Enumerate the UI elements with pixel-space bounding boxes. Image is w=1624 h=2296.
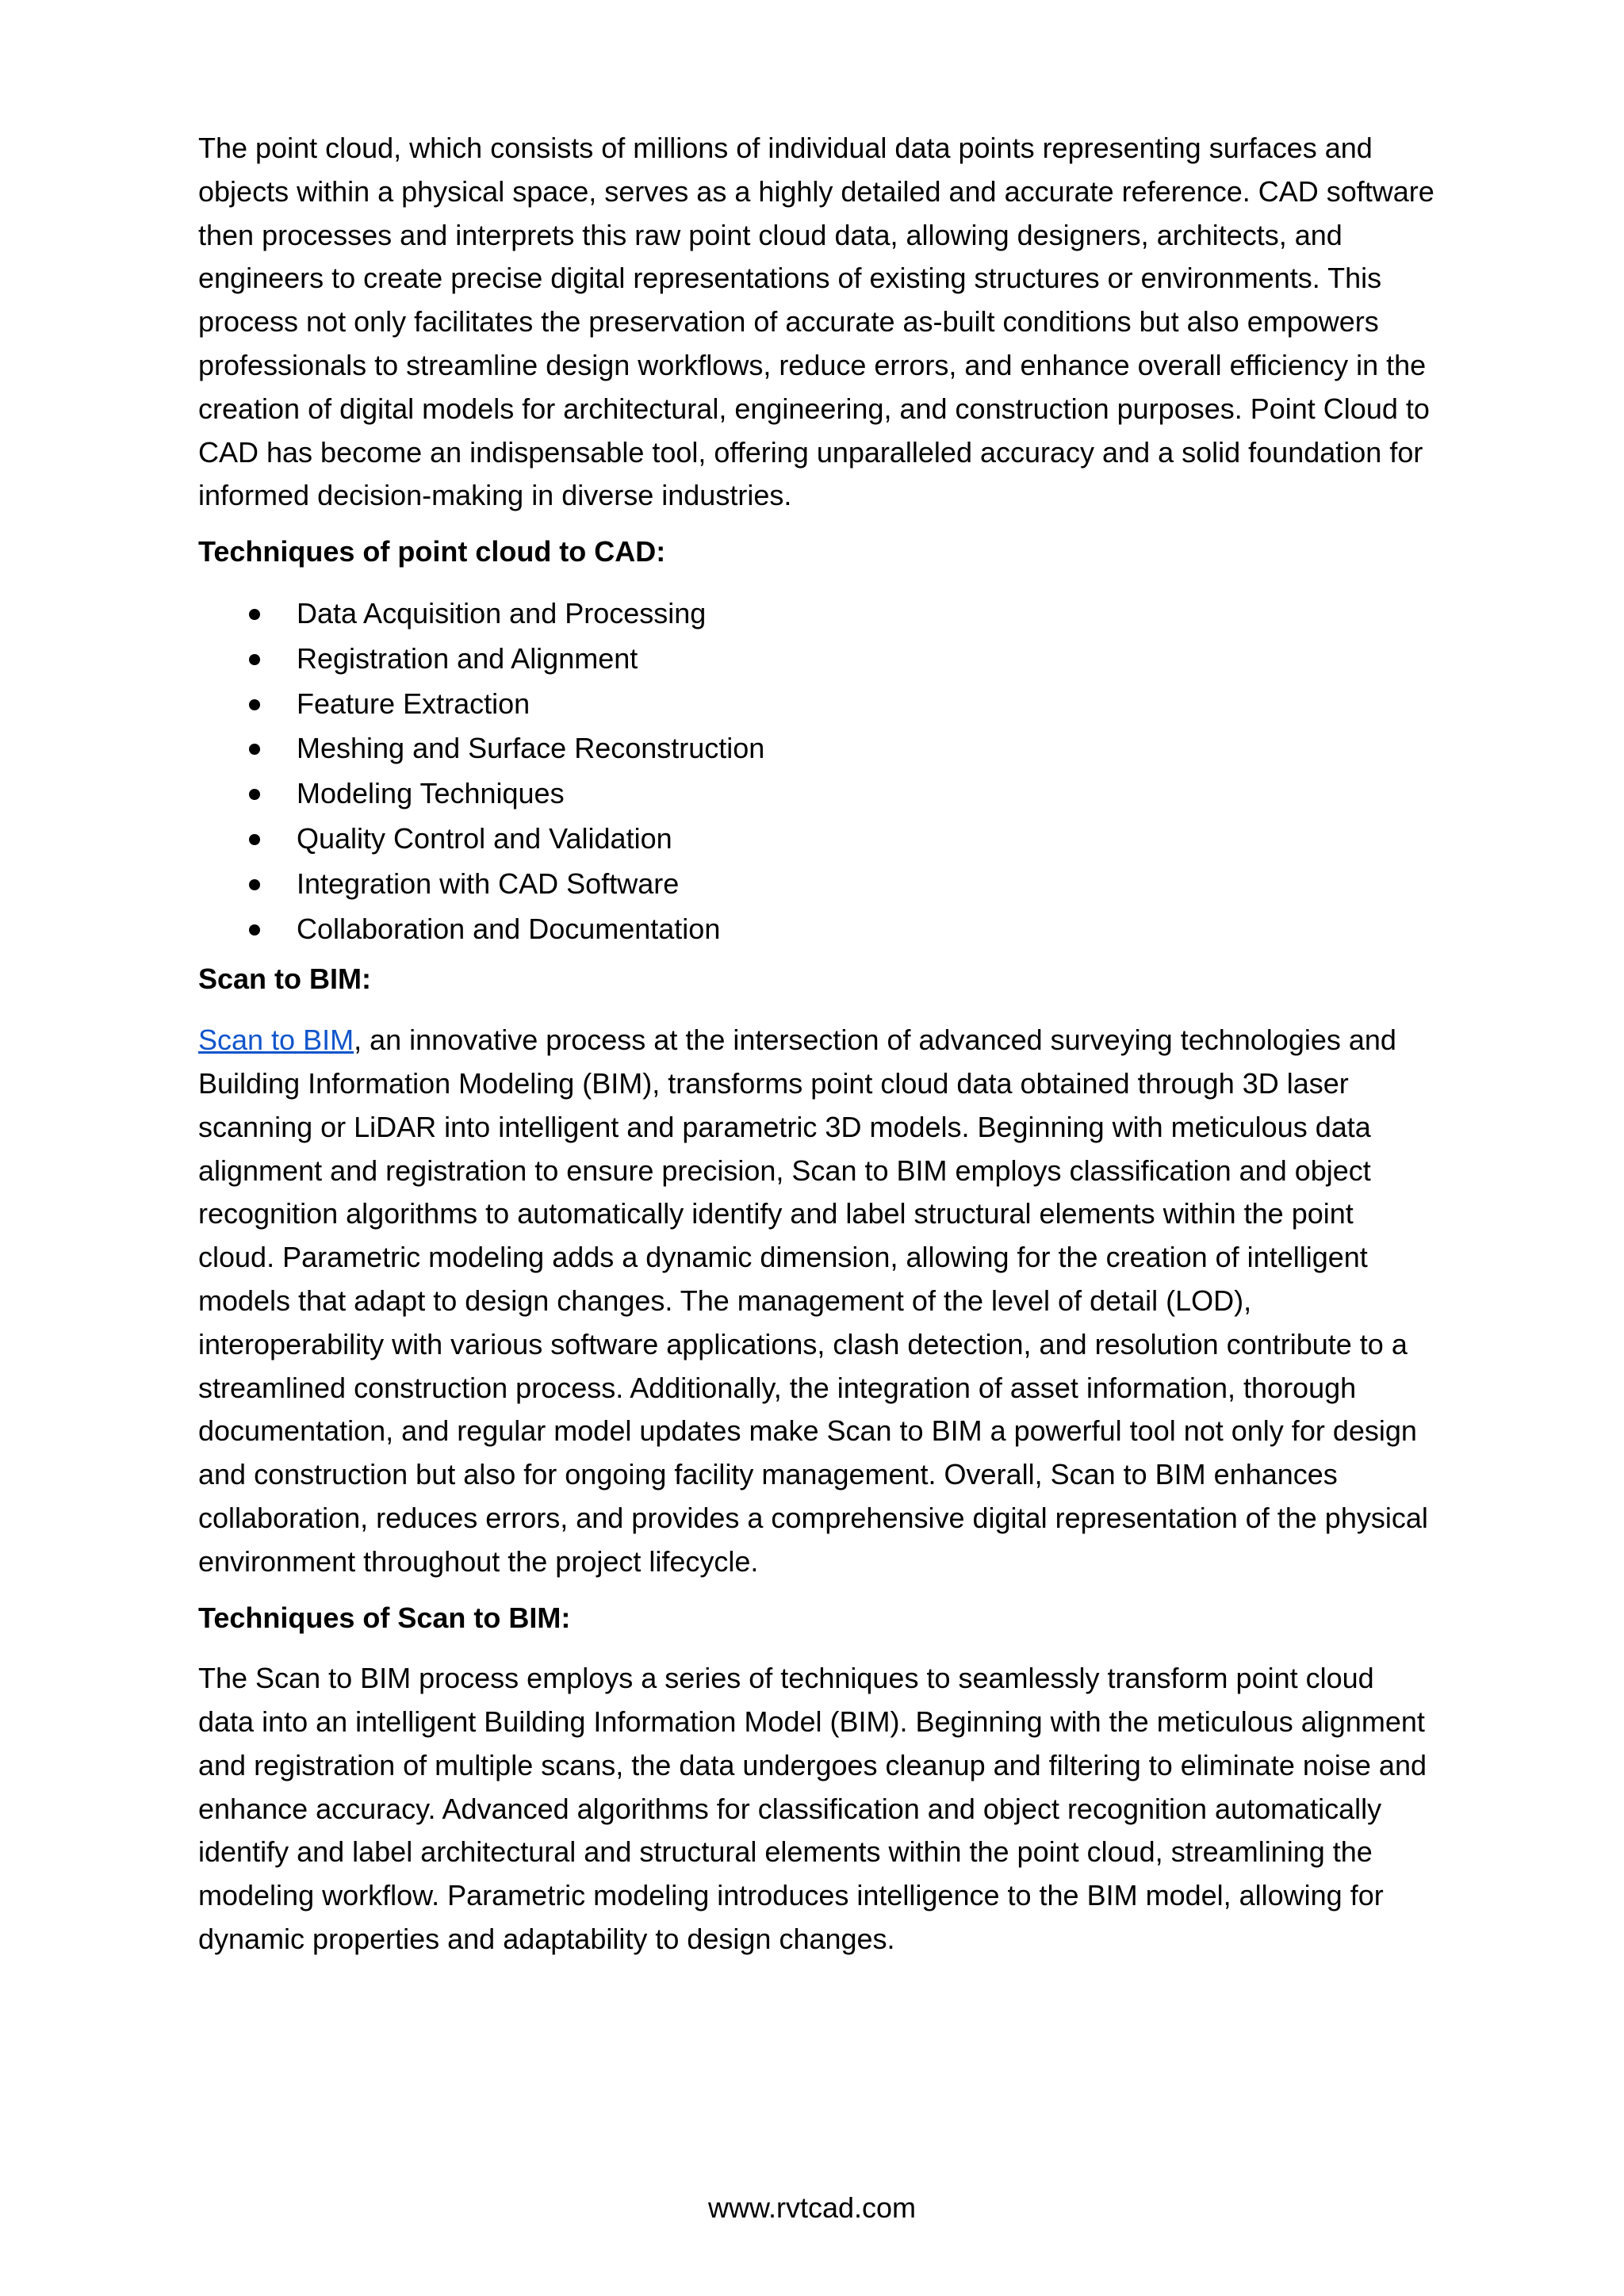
list-item — [198, 907, 1435, 952]
bullet-icon — [249, 834, 260, 845]
scan-to-bim-link[interactable]: Scan to BIM — [198, 1024, 354, 1057]
techniques-cad-heading: Techniques of point cloud to CAD: — [198, 535, 666, 568]
list-item-label: Integration with CAD Software — [297, 867, 680, 900]
list-item-label: Collaboration and Documentation — [297, 912, 721, 945]
intro-paragraph: The point cloud, which consists of millions of individual data points representing surfaces and objects within a physical space, serves as a highly detailed and accurate reference. CAD software then processes and interprets this raw point cloud data, allowing designers, architects, and engineers to create precise digital representations of existing structures or environments. This process not only facilitates the preservation of accurate as-built conditions but also empowers professionals to streamline design workflows, reduce errors, and enhance overall efficiency in the creation of digital models for architectural, engineering, and construction purposes. Point Cloud to CAD has become an indispensable tool, offering unparalleled accuracy and a solid foundation for informed decision-making in diverse industries. — [198, 132, 1434, 512]
list-item-label: Modeling Techniques — [297, 777, 565, 810]
bullet-icon — [249, 744, 260, 755]
bullet-icon — [249, 789, 260, 800]
list-item — [198, 771, 1435, 817]
techniques-cad-list — [198, 591, 1435, 951]
list-item-label: Feature Extraction — [297, 687, 530, 720]
scan-to-bim-paragraph — [198, 1019, 1435, 1583]
scan-to-bim-heading: Scan to BIM: — [198, 962, 372, 996]
footer-website: www.rvtcad.com — [707, 2191, 917, 2224]
list-item-label: Data Acquisition and Processing — [297, 596, 707, 629]
bullet-icon — [249, 879, 260, 890]
list-item — [198, 682, 1435, 727]
bullet-icon — [249, 609, 260, 620]
list-item — [198, 862, 1435, 907]
list-item — [198, 817, 1435, 862]
list-item — [198, 637, 1435, 682]
list-item-label: Registration and Alignment — [297, 641, 638, 675]
list-item-label: Meshing and Surface Reconstruction — [297, 732, 765, 765]
bullet-icon — [249, 654, 260, 665]
techniques-bim-heading: Techniques of Scan to BIM: — [198, 1601, 571, 1634]
list-item-label: Quality Control and Validation — [297, 821, 672, 855]
bullet-icon — [249, 924, 260, 936]
document-body — [198, 127, 1435, 1961]
techniques-bim-paragraph: The Scan to BIM process employs a series of techniques to seamlessly transform point cloud data into an intelligent Building Information Model (BIM). Beginning with the meticulous alignment and registration of multiple scans, the data undergoes cleanup and filtering to eliminate noise and enhance accuracy. Advanced algorithms for classification and object recognition automatically identify and label architectural and structural elements within the point cloud, streamlining the modeling workflow. Parametric modeling introduces intelligence to the BIM model, allowing for dynamic properties and adaptability to design changes. — [198, 1662, 1427, 1956]
list-item — [198, 726, 1435, 771]
scan-to-bim-paragraph-text: , an innovative process at the intersection of advanced surveying technologies and Building Information Modeling (BIM), transforms point cloud data obtained through 3D laser scanning or LiDAR into intelligent and parametric 3D models. Beginning with meticulous data alignment and registration to ensure precision, Scan to BIM employs classification and object recognition algorithms to automatically identify and label structural elements within the point cloud. Parametric modeling adds a dynamic dimension, allowing for the creation of intelligent models that adapt to design changes. The management of the level of detail (LOD), interoperability with various software applications, clash detection, and resolution contribute to a streamlined construction process. Additionally, the integration of asset information, thorough documentation, and regular model updates make Scan to BIM a powerful tool not only for design and construction but also for ongoing facility management. Overall, Scan to BIM enhances collaboration, reduces errors, and provides a comprehensive digital representation of the physical environment throughout the project lifecycle. — [198, 1024, 1428, 1578]
list-item — [198, 591, 1435, 637]
bullet-icon — [249, 699, 260, 710]
